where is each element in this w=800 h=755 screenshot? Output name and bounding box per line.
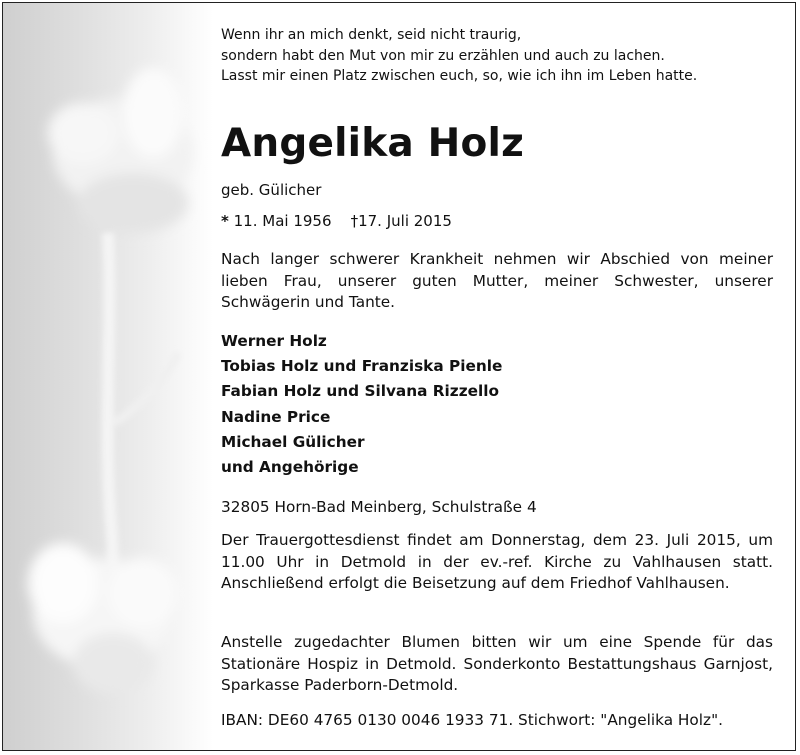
motto-line: Lasst mir einen Platz zwischen euch, so, wie ich ihn im Leben hatte. [221, 68, 698, 84]
deceased-name: Angelika Holz [221, 121, 524, 166]
farewell-text: Nach langer schwerer Krankheit nehmen wir Abschied von meiner lieben Frau, unserer guten Mutter, meiner Schwester, unserer Schwägerin und Tante. [221, 250, 773, 311]
mourner-name: und Angehörige [221, 458, 359, 477]
motto-verse [221, 25, 773, 87]
family-address: 32805 Horn-Bad Meinberg, Schulstraße 4 [221, 498, 537, 516]
service-details: Der Trauergottesdienst findet am Donnerstag, dem 23. Juli 2015, um 11.00 Uhr in Detmold in der ev.-ref. Kirche zu Vahlhausen statt. Anschließend erfolgt die Beisetzung auf dem Friedhof Vahlhausen. [221, 531, 773, 592]
flower-artwork [3, 3, 213, 751]
death-date: 17. Juli 2015 [358, 212, 452, 230]
mourner-name: Michael Gülicher [221, 432, 365, 451]
death-cross-icon: † [350, 212, 359, 230]
obituary-notice [2, 2, 796, 751]
motto-line: Wenn ihr an mich denkt, seid nicht traurig, [221, 27, 522, 43]
mourners-list [221, 329, 502, 480]
donation-request: Anstelle zugedachter Blumen bitten wir um eine Spende für das Stationäre Hospiz in Detmold. Sonderkonto Bestattungshaus Garnjost, Sparkasse Paderborn-Detmold. [221, 633, 773, 694]
upper-blossom [48, 68, 193, 233]
lower-blossom [28, 543, 178, 693]
life-dates [221, 212, 452, 230]
flower-illustration [3, 3, 213, 751]
motto-line: sondern habt den Mut von mir zu erzählen und auch zu lachen. [221, 47, 665, 64]
mourner-name: Tobias Holz und Franziska Pienle [221, 357, 503, 376]
birth-date: 11. Mai 1956 [233, 212, 332, 230]
birth-star-icon: * [221, 212, 229, 230]
iban-details: IBAN: DE60 4765 0130 0046 1933 71. Stichwort: "Angelika Holz". [221, 711, 723, 729]
mourner-name: Fabian Holz und Silvana Rizzello [221, 382, 499, 401]
birth-name: geb. Gülicher [221, 181, 322, 199]
mourner-name: Werner Holz [221, 332, 327, 350]
mourner-name: Nadine Price [221, 407, 331, 426]
